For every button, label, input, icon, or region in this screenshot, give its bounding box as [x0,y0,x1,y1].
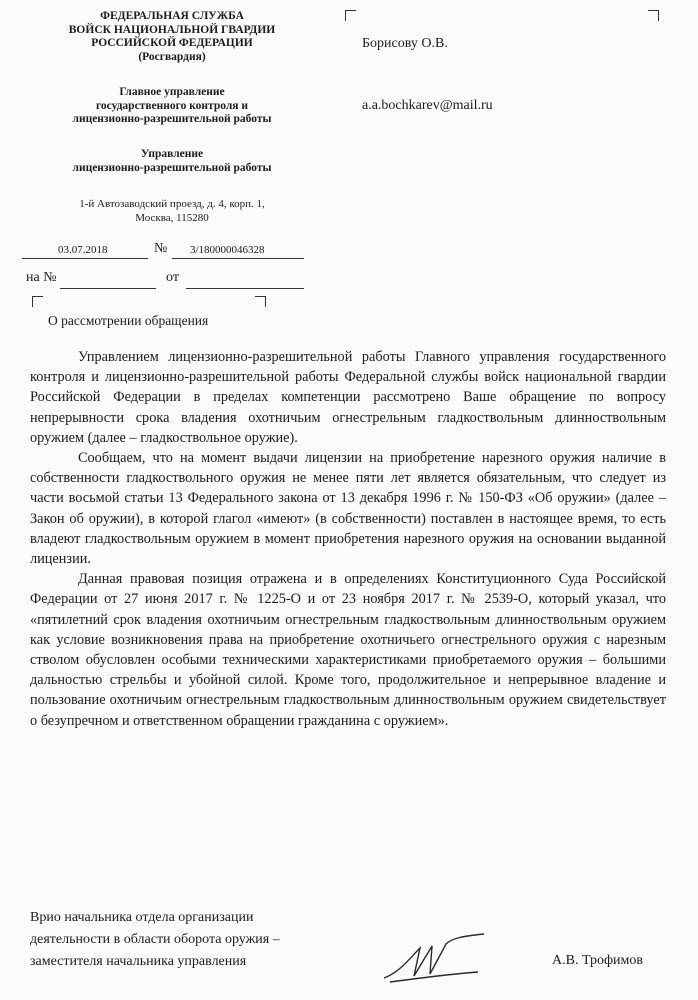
agency-name [22,10,322,64]
agency-line: ВОЙСК НАЦИОНАЛЬНОЙ ГВАРДИИ [68,23,276,36]
subject-corner-right [255,296,266,307]
body-paragraph: Управлением лицензионно-разрешительной работы Главного управления государственного контроля и лицензионно-разрешительной работы Федеральной службы войск национальной гвардии Российской Федерации в пределах компетенции рассмотрено Ваше обращение по вопросу непрерывности срока владения охотничьим огнестрельным гладкоствольным длинноствольным оружием (далее – гладкоствольное оружие). [30,349,666,446]
ref-number-underline [60,288,156,289]
signatory-title-line: Врио начальника отдела организации [30,910,254,925]
outgoing-date: 03.07.2018 [58,244,108,256]
subject-corner-left [32,296,43,307]
signatory-title-line: заместителя начальника управления [30,954,247,969]
signatory-title [30,907,280,973]
recipient-email: a.a.bochkarev@mail.ru [362,98,493,113]
directorate-line: Главное управление [119,86,225,98]
recipient-corner-left [345,10,356,21]
handwritten-signature [380,928,490,988]
body-paragraph: Данная правовая позиция отражена и в определениях Конституционного Суда Российской Федерации от 27 июня 2017 г. № 1225-О и от 23 ноября 2017 г. № 2539-О, который указал, что «пятилетний срок владения охотничьим огнестрельным гладкоствольным длинноствольным оружием как условие возникновения права на приобретение охотничьего огнестрельного оружия с нарезным стволом обусловлен особыми техническими характеристиками приобретаемого оружия – большими дальностью стрельбы и убойной силой. Кроме того, продолжительное и непрерывное владение и пользование охотничьим огнестрельным гладкоствольным длинноствольным оружием свидетельствует о безупречном и ответственном обращении гражданина с оружием». [30,571,666,729]
directorate-line: лицензионно-разрешительной работы [72,113,272,125]
recipient-name: Борисову О.В. [362,36,448,51]
department-line: Управление [140,148,204,160]
ref-date-underline [186,288,304,289]
agency-line: ФЕДЕРАЛЬНАЯ СЛУЖБА [100,10,244,22]
outgoing-number: 3/180000046328 [190,244,265,256]
main-directorate [22,86,322,127]
recipient-corner-right [648,10,659,21]
address-line: 1-й Автозаводский проезд, д. 4, корп. 1, [79,198,265,210]
letter-body [30,347,666,731]
body-paragraph: Сообщаем, что на момент выдачи лицензии на приобретение нарезного оружия наличие в собственности гладкоствольного оружия не менее пяти лет является обязательным, что следует из части восьмой статьи 13 Федерального закона от 13 декабря 1996 г. № 150-ФЗ «Об оружии» (далее – Закон об оружии), в которой глагол «имеют» (в собственности) поставлен в настоящее время, то есть владеют гладкоствольным оружием в момент приобретения нарезного оружия на основании выданной лицензии. [30,450,666,568]
ref-number-label: на № [26,270,57,285]
date-underline [22,258,148,259]
agency-line: (Росгвардия) [138,50,206,63]
department [22,148,322,175]
directorate-line: государственного контроля и [95,99,249,112]
letter-subject: О рассмотрении обращения [48,313,209,328]
signatory-name: А.В. Трофимов [552,953,643,968]
number-underline [172,258,304,259]
address-line: Москва, 115280 [135,212,209,224]
number-label: № [154,241,168,256]
department-line: лицензионно-разрешительной работы [72,161,272,174]
ref-date-label: от [166,270,179,285]
agency-line: РОССИЙСКОЙ ФЕДЕРАЦИИ [91,37,253,49]
address [22,197,322,225]
signatory-title-line: деятельности в области оборота оружия – [30,932,280,947]
